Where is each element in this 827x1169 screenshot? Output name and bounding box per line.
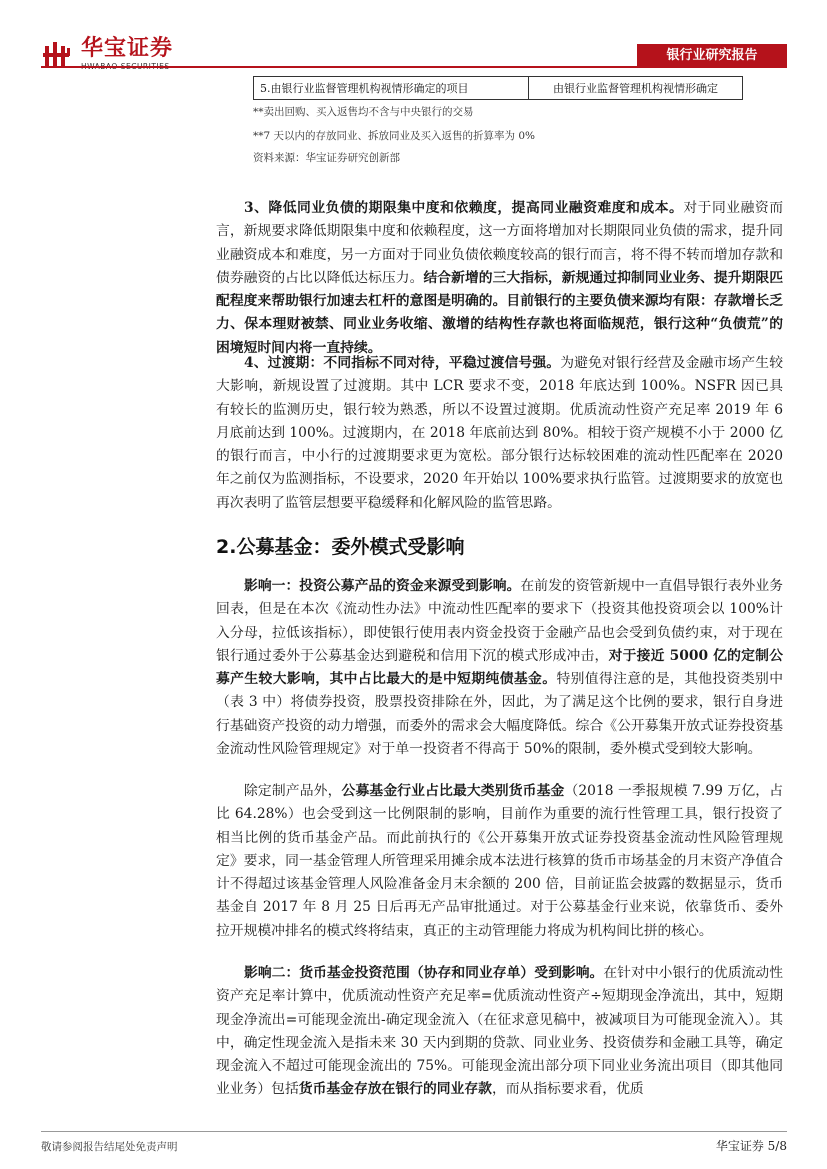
page-number: 华宝证券 5/8 xyxy=(715,1139,787,1153)
impact-1-heading: 影响一：投资公募产品的资金来源受到影响。 xyxy=(244,578,521,594)
source-note: 资料来源：华宝证券研究创新部 xyxy=(253,152,400,164)
table-note: **卖出回购、买入返售均不含与中央银行的交易 xyxy=(253,106,474,118)
paragraph-impact-1 xyxy=(216,575,783,761)
impact-2-text-2: ，而从指标要求看，优质 xyxy=(491,1081,644,1098)
regulation-table xyxy=(253,76,743,100)
impact-2-text: 在针对中小银行的优质流动性资产充足率计算中，优质流动性资产充足率=优质流动性资产÷短期现金净流出，其中，短期现金净流出=可能现金流出-确定现金流入（在征求意见稿中，被减项目为可能现金流入）。其中，确定性现金流入是指未来 30 天内到期的贷款、同业业务、投资债券和金融工具等，确定现金流入不超过可能现金流出的 75%。可能现金流出部分项下同业业务流出项目（即其他同业业务）包括 xyxy=(216,965,784,1098)
impact-2-highlight: 货币基金存放在银行的同业存款 xyxy=(298,1081,492,1098)
money-fund-highlight: 公募基金行业占比最大类别货币基金 xyxy=(341,783,565,799)
money-fund-text: （2018 一季报规模 7.99 万亿，占比 64.28%）也会受到这一比例限制的影响，目前作为重要的流行性管理工具，银行投资了相当比例的货币基金产品。而此前执行的《公开募集开放式证券投资基金流动性风险管理规定》要求，同一基金管理人所管理采用摊余成本法进行核算的货币市场基金的月末资产净值合计不得超过该基金管理人风险准备金月末余额的 200 倍，目前证监会披露的数据显示，货币基金自 2017 年 8 月 25 日后再无产品审批通过。对于公募基金行业来说，依靠货币、委外拉开规模冲排名的模式终将结束，真正的主动管理能力将成为机构间比拼的核心。 xyxy=(216,783,784,939)
table-row xyxy=(254,77,743,100)
table-cell-rule: 由银行业监督管理机构视情形确定 xyxy=(529,77,743,100)
disclaimer-note: 敬请参阅报告结尾处免责声明 xyxy=(41,1141,178,1153)
point-4-heading: 4、过渡期：不同指标不同对待，平稳过渡信号强。 xyxy=(244,355,561,371)
point-3-heading: 3、降低同业负债的期限集中度和依赖度，提高同业融资难度和成本。 xyxy=(244,200,684,216)
money-fund-lead: 除定制产品外， xyxy=(244,783,342,799)
impact-2-heading: 影响二：货币基金投资范围（协存和同业存单）受到影响。 xyxy=(244,965,604,981)
point-3-text: 对于同业融资而言，新规要求降低期限集中度和依赖程度，这一方面将增加对长期限同业负债的需求，提升同业融资成本和难度，另一方面对于同业负债依赖度较高的银行而言，将不得不转而增加存款和债券融资的占比以降低达标压力。 xyxy=(216,200,784,286)
paragraph-point-4 xyxy=(216,352,783,515)
report-type-badge: 银行业研究报告 xyxy=(637,44,787,68)
paragraph-impact-2 xyxy=(216,962,783,1102)
point-3-conclusion: 结合新增的三大指标，新规通过抑制同业业务、提升期限匹配程度来帮助银行加速去杠杆的意图是明确的。目前银行的主要负债来源均有限：存款增长乏力、保本理财被禁、同业业务收缩、激增的结构性存款也将面临规范，银行这种“负债荒”的困境短时间内将一直持续。 xyxy=(216,269,784,356)
paragraph-money-fund xyxy=(216,780,783,943)
table-cell-item: 5.由银行业监督管理机构视情形确定的项目 xyxy=(254,77,529,100)
point-4-text: 为避免对银行经营及金融市场产生较大影响，新规设置了过渡期。其中 LCR 要求不变，2018 年底达到 100%。NSFR 因已具有较长的监测历史，银行较为熟悉，所以不设置过渡期。优质流动性资产充足率 2019 年 6 月底前达到 100%。过渡期内，在 2018 年底前达到 80%。相较于资产规模不小于 2000 亿的银行而言，中小行的过渡期要求更为宽松。部分银行达标较困难的流动性匹配率在 2020 年之前仅为监测指标，不设要求，2020 年开始以 100%要求执行监管。过渡期要求的放宽也再次表明了监管层想要平稳缓释和化解风险的监管思路。 xyxy=(216,355,784,511)
impact-1-highlight: 对于接近 5000 亿的定制公募产生较大影响，其中占比最大的是中短期纯债基金。 xyxy=(216,647,783,688)
logo-text-cn: 华宝证券 xyxy=(81,36,174,61)
impact-1-text-2: 特别值得注意的是，其他投资类别中（表 3 中）将债券投资，股票投资排除在外，因此，为了满足这个比例的要求，银行自身进行基础资产投资的动力增强，而委外的需求会大幅度降低。综合《公开募集开放式证券投资基金流动性风险管理规定》对于单一投资者不得高于 50%的限制，委外模式受到较大影响。 xyxy=(216,671,784,758)
impact-1-text: 在前发的资管新规中一直倡导银行表外业务回表，但是在本次《流动性办法》中流动性匹配率的要求下（投资其他投资项会以 100%计入分母，拉低该指标），即使银行使用表内资金投资于金融产品也会受到负债约束，对于现在银行通过委外于公募基金达到避税和信用下沉的模式形成冲击， xyxy=(216,578,783,664)
table-note: **7 天以内的存放同业、拆放同业及买入返售的折算率为 0% xyxy=(253,130,536,142)
section-title: 2.公募基金：委外模式受影响 xyxy=(216,536,465,558)
paragraph-point-3 xyxy=(216,197,783,360)
footer-rule xyxy=(41,1131,787,1132)
page-header xyxy=(0,0,827,75)
logo-mark-icon xyxy=(43,42,75,68)
